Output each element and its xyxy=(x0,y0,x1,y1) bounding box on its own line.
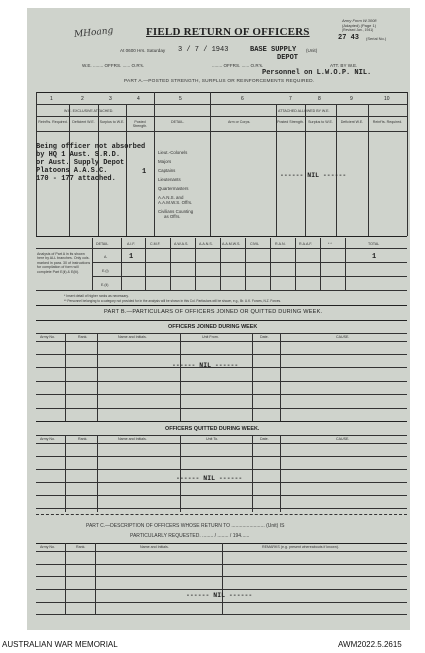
analysis-col-total: TOTAL xyxy=(368,242,380,246)
analysis-row-eii: E.(ii) xyxy=(101,283,109,287)
att-by-we-label: ATT. BY W.E. xyxy=(330,63,358,68)
joined-col-border xyxy=(280,333,281,421)
quitted-col-unit-to: Unit To. xyxy=(206,437,219,441)
rank-lieut-colonels: Lieut.-Colonels xyxy=(158,150,188,155)
col-head: Arm or Corps. xyxy=(228,120,251,124)
we-excl-header: W.E. EXCLUSIVE ATTACHED. xyxy=(64,109,114,113)
part-a-bottom-rule xyxy=(36,236,407,237)
form-title: FIELD RETURN OF OFFICERS xyxy=(146,26,310,38)
col-head-rule xyxy=(36,131,407,132)
footer-accession: AWM2022.5.2615 xyxy=(338,640,402,649)
analysis-aif-value: 1 xyxy=(129,253,134,261)
quitted-row-rule xyxy=(36,495,407,496)
serial-label: (Serial No.) xyxy=(366,36,387,41)
part-c-title: PART C.—DESCRIPTION OF OFFICERS WHOSE RETURN TO ........................ (Unit) IS xyxy=(86,523,285,529)
col-number: 3 xyxy=(109,96,112,102)
rank-quartermasters: Quartermasters xyxy=(158,186,189,191)
col-head: DETAIL. xyxy=(171,120,185,124)
part-b-title: PART B.—PARTICULARS OF OFFICERS JOINED OR QUITTED DURING WEEK. xyxy=(104,309,323,315)
joined-col-name: Name and Initials. xyxy=(118,335,147,339)
joined-col-cause: CAUSE. xyxy=(336,335,350,339)
typed-note-line: 170 - 177 attached. xyxy=(36,175,116,183)
quitted-col-rank: Rank. xyxy=(78,437,88,441)
serial-value: 27 43 xyxy=(338,34,360,42)
joined-row-rule xyxy=(36,394,407,395)
quitted-col-border xyxy=(97,435,98,512)
quitted-row-rule xyxy=(36,456,407,457)
joined-head-rule xyxy=(36,333,407,334)
analysis-rule xyxy=(92,262,407,263)
footnote-higher-ranks: * Insert detail of higher ranks as necessary. xyxy=(64,294,129,298)
col-number: 9 xyxy=(350,96,353,102)
lwop-value: Personnel on L.W.O.P. NIL. xyxy=(262,69,372,77)
analysis-col-ran: R.A.N. xyxy=(275,242,286,246)
archive-footer xyxy=(0,636,425,653)
joined-row-rule xyxy=(36,354,407,355)
joined-nil: ------ NIL ------ xyxy=(172,362,239,369)
unit-label: (Unit) xyxy=(306,48,318,53)
col-number: 4 xyxy=(137,96,140,102)
analysis-col-other: * * xyxy=(328,242,332,246)
depot-value: DEPOT xyxy=(277,54,299,62)
quitted-row-rule xyxy=(36,508,407,509)
form-revised: (Revised Jan., 1941) xyxy=(342,28,374,32)
analysis-col-aamws: A.A.M.W.S. xyxy=(222,242,241,246)
typed-note-line: or Aust. Supply Depot xyxy=(36,159,125,167)
part-c-col-border xyxy=(95,543,96,614)
joined-col-border xyxy=(97,333,98,421)
date-value: 3 / 7 / 1943 xyxy=(178,46,229,54)
signature: MHoang xyxy=(73,25,114,41)
quitted-col-border xyxy=(252,435,253,512)
rank-majors: Majors xyxy=(158,159,172,164)
footnote-category: ** Personnel belonging to a category not provided for in the analysis will be shown in this Col. Particulars will be shown, e.g., Br. U.K. Forces, N.Z. Forces. xyxy=(64,299,282,303)
analysis-col-border xyxy=(245,238,246,290)
analysis-col-detail: DETAIL xyxy=(96,242,109,246)
part-a-title: PART A.—POSTED STRENGTH, SURPLUS OR REINFORCEMENTS REQUIRED. xyxy=(124,79,315,84)
joined-col-rank: Rank. xyxy=(78,335,88,339)
analysis-col-cmf: C.M.F. xyxy=(150,242,161,246)
joined-col-unit-from: Unit From. xyxy=(202,335,219,339)
analysis-col-raaf: R.A.A.F. xyxy=(299,242,313,246)
joined-col-border xyxy=(252,333,253,421)
analysis-col-border xyxy=(320,238,321,290)
part-b-rule xyxy=(36,320,407,321)
analysis-col-border xyxy=(92,238,93,290)
analysis-rule xyxy=(36,290,407,291)
joined-col-date: Date. xyxy=(260,335,269,339)
rank-lieutenants: Lieutenants xyxy=(158,177,181,182)
joined-col-border xyxy=(65,333,66,421)
col-head: Deficient W.E. xyxy=(340,120,364,124)
joined-bottom-rule xyxy=(36,421,407,422)
col-number-rule xyxy=(36,104,407,105)
form-adapted: (Adapted) (Page 1) xyxy=(342,23,377,28)
analysis-rule xyxy=(92,276,407,277)
analysis-col-border xyxy=(145,238,146,290)
quitted-head-rule xyxy=(36,435,407,436)
quitted-nil: ------ NIL ------ xyxy=(176,475,243,482)
form-number: Army Form W.3008 xyxy=(342,18,377,23)
part-c-col-army-no: Army No. xyxy=(40,545,55,549)
analysis-col-border xyxy=(295,238,296,290)
rank-aans: A.A.N.S. and xyxy=(158,195,184,200)
group-header-rule xyxy=(36,116,407,117)
offrs-line: ........ OFFRS. ...... O.R's. xyxy=(212,63,264,68)
analysis-intro: Analysis of Part A in its shown here by ALL branches. Only cols. marked in para. 30 of instructions for compilation of form will complete Part E(ii) & E(iii). xyxy=(37,252,91,274)
col-number: 5 xyxy=(179,96,182,102)
rank-aamws: A.A.M.W.S. Offrs. xyxy=(158,200,193,205)
col-head: Surplus to W.E. xyxy=(99,120,125,124)
at-hours-label: At 0600 Hrs. Saturday xyxy=(120,48,166,53)
col-number: 7 xyxy=(289,96,292,102)
posted-strength-value: 1 xyxy=(142,168,147,176)
part-a-nil: ------ NIL ------ xyxy=(280,172,347,179)
col-border xyxy=(154,92,155,236)
analysis-col-border xyxy=(345,238,346,290)
analysis-col-aans: A.A.N.S. xyxy=(199,242,213,246)
part-c-row-rule xyxy=(36,614,407,615)
quitted-col-army-no: Army No. xyxy=(40,437,55,441)
col-number: 10 xyxy=(384,96,390,102)
col-number: 2 xyxy=(81,96,84,102)
col-number: 1 xyxy=(50,96,53,102)
analysis-col-civil: CIVIL xyxy=(250,242,259,246)
footer-institution: AUSTRALIAN WAR MEMORIAL xyxy=(2,640,118,649)
analysis-col-border xyxy=(195,238,196,290)
quitted-col-name: Name and Initials. xyxy=(118,437,147,441)
part-c-col-border xyxy=(222,543,223,614)
typed-note-line: Being officer not absorbed xyxy=(36,143,146,151)
col-head: Surplus to W.E. xyxy=(308,120,333,124)
rank-captains: Captains xyxy=(158,168,176,173)
quitted-col-border xyxy=(180,435,181,512)
analysis-total-value: 1 xyxy=(372,253,377,261)
analysis-col-awas: A.W.A.S. xyxy=(174,242,189,246)
quitted-col-cause: CAUSE. xyxy=(336,437,350,441)
col-number: 6 xyxy=(241,96,244,102)
quitted-col-border xyxy=(65,435,66,512)
analysis-row-a: A. xyxy=(104,255,108,259)
analysis-col-border xyxy=(220,238,221,290)
analysis-col-border xyxy=(170,238,171,290)
joined-col-army-no: Army No. xyxy=(40,335,55,339)
part-c-col-remarks: REMARKS (e.g. present whereabouts if known). xyxy=(262,545,339,549)
quitted-col-border xyxy=(280,435,281,512)
typed-note-line: by HQ 1 Aust. S.R.D. xyxy=(36,151,121,159)
quitted-title: OFFICERS QUITTED DURING WEEK. xyxy=(165,426,260,432)
part-b-top-rule xyxy=(36,305,407,306)
joined-col-border xyxy=(180,333,181,421)
part-c-col-border xyxy=(65,543,66,614)
quitted-head-rule xyxy=(36,443,407,444)
quitted-col-date: Date. xyxy=(260,437,269,441)
joined-head-rule xyxy=(36,341,407,342)
col-head: Deficient W.E. xyxy=(72,120,95,124)
quitted-row-rule xyxy=(36,482,407,483)
col-head: Posted Strength. xyxy=(277,120,304,124)
joined-row-rule xyxy=(36,408,407,409)
joined-title: OFFICERS JOINED DURING WEEK xyxy=(168,324,258,330)
typed-note-line: Platoons A.A.S.C. xyxy=(36,167,108,175)
part-c-col-name: Name and Initials. xyxy=(140,545,169,549)
col-head: Reinf'ts. Required. xyxy=(372,120,403,124)
col-head: Reinf'ts. Required. xyxy=(38,120,68,124)
attached-header: ATTACHED ALLOWED BY W.E. xyxy=(278,109,330,113)
part-c-requested: PARTICULARLY REQUESTED. ........ / ........ / 194...... xyxy=(130,533,250,539)
analysis-col-aif: A.I.F. xyxy=(127,242,136,246)
analysis-col-border xyxy=(121,238,122,290)
part-c-divider xyxy=(36,514,407,515)
col-head: Posted Strength. xyxy=(132,120,148,128)
col-border xyxy=(210,92,211,236)
unit-value: BASE SUPPLY xyxy=(250,46,297,54)
part-c-col-rank: Rank. xyxy=(76,545,86,549)
analysis-row-ei: E.(i) xyxy=(102,269,109,273)
analysis-col-border xyxy=(270,238,271,290)
we-strength-line: W.E. ........ OFFRS. ...... O.R's. xyxy=(82,63,145,68)
quitted-row-rule xyxy=(36,469,407,470)
joined-row-rule xyxy=(36,381,407,382)
col-number: 8 xyxy=(318,96,321,102)
rank-civilians: Civilians Counting xyxy=(158,209,194,214)
part-c-nil: ------ NIL ------ xyxy=(186,592,253,599)
col-border xyxy=(407,92,408,236)
part-a-top-rule xyxy=(36,92,407,93)
rank-as-offrs: as Offrs. xyxy=(164,214,181,219)
